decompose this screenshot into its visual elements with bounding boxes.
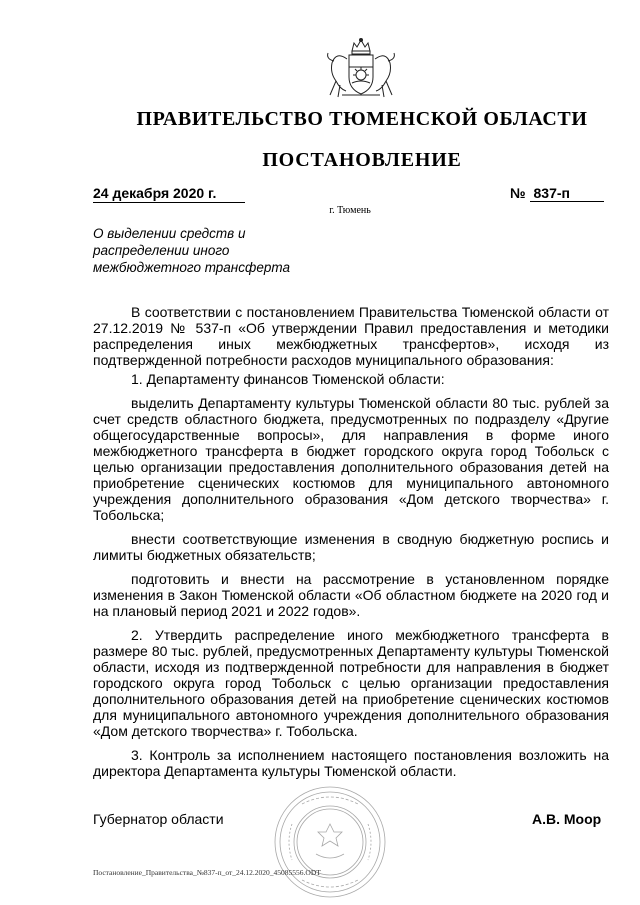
number-sign: № <box>510 185 526 201</box>
body-paragraph: 3. Контроль за исполнением настоящего постановления возложить на директора Департамента культуры Тюменской области. <box>93 747 609 779</box>
signature-title: Губернатор области <box>93 811 224 827</box>
signature-name: А.В. Моор <box>532 811 602 827</box>
subject-line: распределении иного <box>93 243 230 258</box>
body-paragraph: подготовить и внести на рассмотрение в установленном порядке изменения в Закон Тюменской области «Об областном бюджете на 2020 год и на плановый период 2021 и 2022 годов». <box>93 571 609 619</box>
document-subject <box>93 225 323 276</box>
document-number <box>510 185 604 202</box>
body-paragraph: В соответствии с постановлением Правительства Тюменской области от 27.12.2019 № 537-п «Об утверждении Правил предоставления и методики распределения иных межбюджетных трансфертов», исходя из подтвержденной потребности расходов муниципального образования: <box>93 304 609 368</box>
subject-line: межбюджетного трансферта <box>93 260 291 275</box>
coat-of-arms-icon <box>316 37 406 101</box>
document-place: г. Тюмень <box>329 205 371 216</box>
body-paragraph: 1. Департаменту финансов Тюменской области: <box>131 371 445 387</box>
body-paragraph: внести соответствующие изменения в сводную бюджетную роспись и лимиты бюджетных обязательств; <box>93 531 609 563</box>
subject-line: О выделении средств и <box>93 226 246 241</box>
document-date: 24 декабря 2020 г. <box>93 185 245 203</box>
footer-filename: Постановление_Правительства_№837-п_от_24.12.2020_45085556.ODT <box>93 868 321 877</box>
organization-title: ПРАВИТЕЛЬСТВО ТЮМЕНСКОЙ ОБЛАСТИ <box>136 108 588 130</box>
body-paragraph: выделить Департаменту культуры Тюменской области 80 тыс. рублей за счет средств областного бюджета, предусмотренных по подразделу «Другие общегосударственные вопросы», для направления в форме иного межбюджетного трансферта в бюджет городского округа город Тобольск с целью организации предоставления дополнительного образования детей на приобретение сценических костюмов для муниципального автономного учреждения дополнительного образования «Дом детского творчества» г. Тобольска; <box>93 395 609 523</box>
document-body <box>93 304 609 787</box>
number-value: 837-п <box>530 185 604 202</box>
official-seal-icon <box>272 784 388 900</box>
document-type: ПОСТАНОВЛЕНИЕ <box>262 149 462 171</box>
body-paragraph: 2. Утвердить распределение иного межбюджетного трансферта в размере 80 тыс. рублей, предусмотренных Департаменту культуры Тюменской области, исходя из подтвержденной потребности для направления в бюджет городского округа город Тобольск с целью организации предоставления дополнительного образования детей на приобретение сценических костюмов для муниципального автономного учреждения дополнительного образования «Дом детского творчества» г. Тобольска. <box>93 627 609 739</box>
